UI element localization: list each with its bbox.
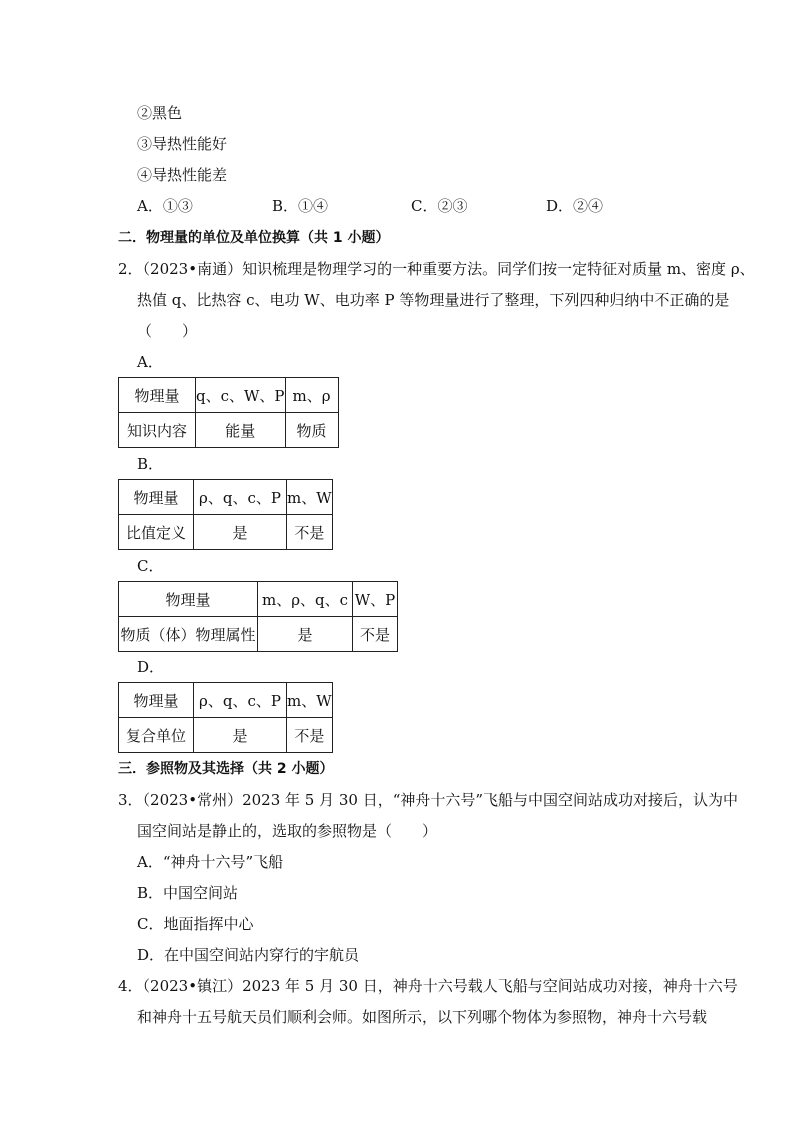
table-cell: m、W [287,683,333,718]
table-cell: 不是 [287,718,333,753]
q3-stem-line-1: 3．（2023•常州）2023 年 5 月 30 日，“神舟十六号”飞船与中国空间站成功对接后，认为中 [118,791,739,809]
table-cell: 知识内容 [119,413,196,448]
table-cell: m、ρ、q、c [258,582,353,617]
table-cell: 物理量 [119,582,258,617]
q1-item-4: ④导热性能差 [137,166,228,184]
q2-option-a-label: A． [137,353,163,371]
q1-option-b: B．①④ [272,197,329,215]
section-heading-3: 三．参照物及其选择（共 2 小题） [118,761,334,777]
q2-option-c-table [118,581,398,652]
table-cell: 物理量 [119,683,194,718]
table-row [119,582,398,617]
table-row [119,515,333,550]
table-row [119,617,398,652]
q1-option-d: D．②④ [546,197,604,215]
q1-item-2: ②黑色 [137,104,183,122]
table-cell: 是 [194,718,287,753]
table-cell: 不是 [287,515,333,550]
table-cell: 物理量 [119,378,196,413]
q2-option-b-label: B． [137,455,164,473]
q3-option-d: D．在中国空间站内穿行的宇航员 [137,946,360,964]
q4-stem-line-2: 和神舟十五号航天员们顺利会师。如图所示，以下列哪个物体为参照物，神舟十六号载 [137,1008,708,1026]
table-row [119,718,333,753]
table-row [119,480,333,515]
table-cell: 物质（体）物理属性 [119,617,258,652]
q2-option-d-table [118,682,333,753]
table-row [119,683,333,718]
q3-stem-line-2: 国空间站是静止的，选取的参照物是（ ） [137,822,438,840]
table-cell: 是 [258,617,353,652]
table-cell: m、ρ [285,378,338,413]
table-cell: ρ、q、c、P [194,683,287,718]
q4-stem-line-1: 4．（2023•镇江）2023 年 5 月 30 日，神舟十六号载人飞船与空间站成功对接，神舟十六号 [118,977,738,995]
q1-option-c: C．②③ [411,197,468,215]
table-row [119,413,339,448]
table-cell: ρ、q、c、P [194,480,287,515]
table-cell: W、P [353,582,398,617]
q2-option-b-table [118,479,333,550]
q2-stem-line-1: 2．（2023•南通）知识梳理是物理学习的一种重要方法。同学们按一定特征对质量 m、密度 ρ、 [118,260,755,278]
q2-option-c-label: C． [137,557,164,575]
table-cell: 物质 [285,413,338,448]
table-cell: 不是 [353,617,398,652]
q1-option-a: A．①③ [137,197,193,215]
table-cell: 是 [194,515,287,550]
q2-stem-line-2: 热值 q、比热容 c、电功 W、电功率 P 等物理量进行了整理，下列四种归纳中不正确的是 [137,291,730,309]
q2-stem-line-3: （ ） [137,322,198,340]
q3-option-a: A．“神舟十六号”飞船 [137,853,284,871]
q2-option-d-label: D． [137,658,165,676]
table-cell: m、W [287,480,333,515]
table-row [119,378,339,413]
table-cell: 能量 [196,413,286,448]
section-heading-2: 二．物理量的单位及单位换算（共 1 小题） [118,230,390,246]
table-cell: 比值定义 [119,515,194,550]
table-cell: q、c、W、P [196,378,286,413]
q3-option-b: B．中国空间站 [137,884,239,902]
q1-item-3: ③导热性能好 [137,135,228,153]
q3-option-c: C．地面指挥中心 [137,915,254,933]
q2-option-a-table [118,377,339,448]
table-cell: 物理量 [119,480,194,515]
table-cell: 复合单位 [119,718,194,753]
